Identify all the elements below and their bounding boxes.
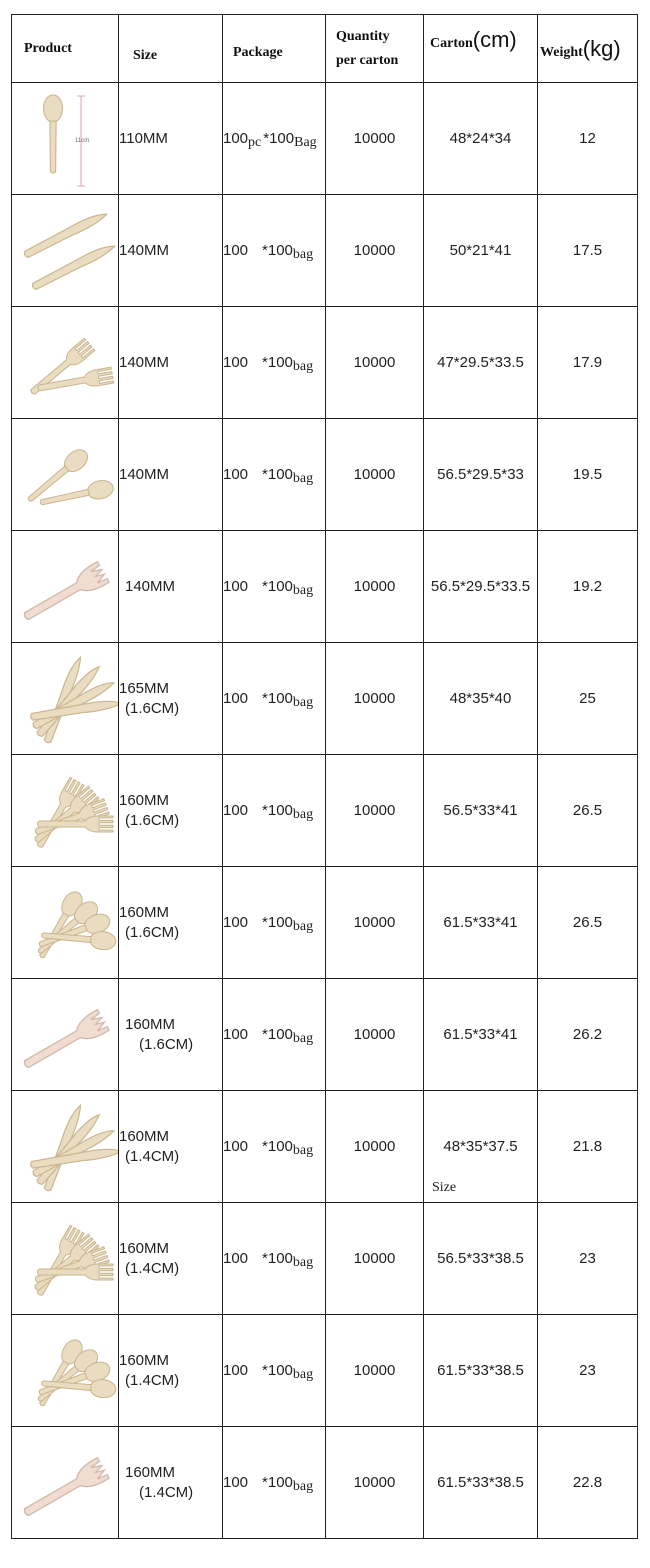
product-image-cell — [12, 1427, 119, 1539]
package-cell — [223, 755, 326, 867]
weight-cell: 17.9 — [538, 307, 638, 419]
carton-dimensions: 56.5*29.5*33.5 — [430, 578, 531, 595]
quantity-cell: 10000 — [326, 867, 424, 979]
header-carton — [424, 15, 538, 83]
weight-cell: 23 — [538, 1203, 638, 1315]
knife-fan-icon — [13, 644, 118, 754]
header-row — [12, 15, 638, 83]
size-line2: (1.6CM) — [139, 1035, 194, 1053]
size-line2: (1.6CM) — [125, 811, 180, 829]
weight-cell: 12 — [538, 83, 638, 195]
package-count: 100 — [223, 129, 249, 147]
package-count: 100 — [223, 913, 249, 931]
quantity-cell: 10000 — [326, 531, 424, 643]
table-row — [12, 1315, 638, 1427]
quantity-cell: 10000 — [326, 1091, 424, 1203]
carton-dimensions: 61.5*33*38.5 — [437, 1362, 524, 1379]
table-row — [12, 531, 638, 643]
package-multiplier: *100 — [263, 129, 295, 147]
package-count: 100 — [223, 1473, 249, 1491]
package-cell — [223, 307, 326, 419]
size-line1: 140MM — [119, 465, 170, 483]
quantity-cell: 10000 — [326, 643, 424, 755]
carton-cell — [424, 419, 538, 531]
package-cell — [223, 867, 326, 979]
package-count: 100 — [223, 465, 249, 483]
size-cell — [119, 419, 223, 531]
knife-pair-icon — [13, 196, 118, 306]
knife-fan-icon — [13, 1092, 118, 1202]
package-multiplier: *100 — [262, 1025, 293, 1043]
carton-cell — [424, 643, 538, 755]
package-cell — [223, 83, 326, 195]
package-suffix: bag — [292, 1478, 314, 1494]
quantity-cell: 10000 — [326, 195, 424, 307]
package-suffix: bag — [292, 582, 314, 598]
product-image-cell — [12, 1203, 119, 1315]
package-suffix: Bag — [294, 134, 317, 150]
carton-dimensions: 50*21*41 — [449, 242, 512, 259]
weight-cell: 25 — [538, 643, 638, 755]
size-cell — [119, 83, 223, 195]
package-cell — [223, 531, 326, 643]
carton-dimensions: 56.5*33*41 — [443, 802, 518, 819]
carton-dimensions: 48*24*34 — [449, 130, 512, 147]
spoon-single-icon — [13, 84, 118, 194]
size-cell — [119, 1091, 223, 1203]
fork-pair-icon — [13, 308, 118, 418]
table-row — [12, 979, 638, 1091]
fork-fan-icon — [13, 1204, 118, 1314]
table-row — [12, 83, 638, 195]
weight-cell: 19.2 — [538, 531, 638, 643]
quantity-cell: 10000 — [326, 83, 424, 195]
table-row — [12, 1091, 638, 1203]
size-line1: 140MM — [119, 353, 170, 371]
package-suffix: bag — [292, 246, 314, 262]
table-row — [12, 307, 638, 419]
header-weight-unit: (kg) — [582, 35, 621, 61]
carton-cell — [424, 755, 538, 867]
table-row — [12, 1427, 638, 1539]
package-count: 100 — [223, 689, 249, 707]
package-count: 100 — [223, 241, 249, 259]
quantity-cell: 10000 — [326, 1427, 424, 1539]
carton-dimensions: 48*35*40 — [449, 690, 512, 707]
header-quantity-line2: per carton — [336, 53, 399, 68]
header-carton-label: Carton — [430, 36, 473, 51]
product-image-cell — [12, 531, 119, 643]
svg-text:11cm: 11cm — [74, 137, 89, 144]
package-count: 100 — [223, 801, 249, 819]
size-cell — [119, 1427, 223, 1539]
package-count: 100 — [223, 1137, 249, 1155]
size-line1: 160MM — [125, 1015, 176, 1033]
size-cell — [119, 755, 223, 867]
package-cell — [223, 1427, 326, 1539]
package-multiplier: *100 — [262, 353, 293, 371]
carton-dimensions: 48*35*37.5 — [443, 1138, 518, 1155]
package-multiplier: *100 — [262, 1361, 293, 1379]
stray-label: Size — [432, 1180, 457, 1195]
size-cell — [119, 979, 223, 1091]
size-line1: 165MM — [119, 679, 170, 697]
package-suffix: bag — [292, 358, 314, 374]
header-weight — [538, 15, 638, 83]
package-count: 100 — [223, 1025, 249, 1043]
carton-cell — [424, 307, 538, 419]
size-cell — [119, 307, 223, 419]
spork-single-icon — [13, 532, 118, 642]
package-suffix: bag — [292, 1254, 314, 1270]
product-image-cell — [12, 1091, 119, 1203]
size-line1: 160MM — [119, 1127, 170, 1145]
package-suffix: bag — [292, 806, 314, 822]
package-cell — [223, 1091, 326, 1203]
table-row — [12, 755, 638, 867]
size-line1: 140MM — [119, 241, 170, 259]
header-quantity-line1: Quantity — [336, 29, 390, 44]
weight-cell: 21.8 — [538, 1091, 638, 1203]
weight-cell: 19.5 — [538, 419, 638, 531]
package-cell — [223, 1203, 326, 1315]
package-count: 100 — [223, 353, 249, 371]
product-image-cell — [12, 1315, 119, 1427]
carton-cell — [424, 867, 538, 979]
carton-cell — [424, 531, 538, 643]
size-cell — [119, 867, 223, 979]
package-count: 100 — [223, 1361, 249, 1379]
carton-cell — [424, 979, 538, 1091]
size-line2: (1.4CM) — [139, 1483, 194, 1501]
quantity-cell: 10000 — [326, 755, 424, 867]
size-cell — [119, 1203, 223, 1315]
product-image-cell — [12, 755, 119, 867]
table-row — [12, 195, 638, 307]
package-multiplier: *100 — [262, 241, 293, 259]
package-unit: pc — [248, 134, 262, 150]
header-size: Size — [119, 15, 223, 83]
size-line1: 140MM — [125, 577, 176, 595]
size-line1: 160MM — [119, 903, 170, 921]
product-image-cell — [12, 979, 119, 1091]
carton-cell — [424, 195, 538, 307]
product-image-cell — [12, 643, 119, 755]
spoon-fan-icon — [13, 1316, 118, 1426]
size-line2: (1.4CM) — [125, 1371, 180, 1389]
weight-cell: 26.5 — [538, 755, 638, 867]
package-suffix: bag — [292, 1030, 314, 1046]
weight-cell: 26.5 — [538, 867, 638, 979]
table-row — [12, 419, 638, 531]
package-multiplier: *100 — [262, 1473, 293, 1491]
quantity-cell: 10000 — [326, 1315, 424, 1427]
package-cell — [223, 643, 326, 755]
carton-dimensions: 56.5*29.5*33 — [437, 466, 524, 483]
spork-single-icon — [13, 1428, 118, 1538]
product-spec-table — [11, 14, 638, 1539]
product-image-cell — [12, 867, 119, 979]
package-cell — [223, 979, 326, 1091]
package-suffix: bag — [292, 1142, 314, 1158]
size-line1: 110MM — [119, 129, 168, 147]
table-row — [12, 867, 638, 979]
header-weight-label: Weight — [540, 44, 583, 60]
package-suffix: bag — [292, 918, 314, 934]
weight-cell: 26.2 — [538, 979, 638, 1091]
package-multiplier: *100 — [262, 1137, 293, 1155]
header-product: Product — [12, 15, 119, 83]
carton-dimensions: 61.5*33*41 — [443, 1026, 518, 1043]
product-image-cell — [12, 195, 119, 307]
spork-single-icon — [13, 980, 118, 1090]
package-multiplier: *100 — [262, 1249, 293, 1267]
size-cell — [119, 1315, 223, 1427]
carton-cell — [424, 1203, 538, 1315]
carton-dimensions: 56.5*33*38.5 — [437, 1250, 524, 1267]
size-cell — [119, 195, 223, 307]
carton-dimensions: 61.5*33*38.5 — [437, 1474, 524, 1491]
carton-cell — [424, 1315, 538, 1427]
spoon-fan-icon — [13, 868, 118, 978]
table-body — [12, 83, 638, 1539]
package-multiplier: *100 — [262, 465, 293, 483]
header-carton-unit: (cm) — [472, 27, 517, 52]
header-package: Package — [223, 15, 326, 83]
package-count: 100 — [223, 577, 249, 595]
size-line1: 160MM — [119, 1351, 170, 1369]
spec-sheet — [11, 14, 637, 1546]
size-line1: 160MM — [119, 791, 170, 809]
package-multiplier: *100 — [262, 913, 293, 931]
carton-dimensions: 47*29.5*33.5 — [437, 354, 524, 371]
size-line2: (1.6CM) — [125, 699, 180, 717]
carton-cell — [424, 1427, 538, 1539]
size-line2: (1.4CM) — [125, 1147, 180, 1165]
package-cell — [223, 1315, 326, 1427]
size-line2: (1.4CM) — [125, 1259, 180, 1277]
package-cell — [223, 195, 326, 307]
weight-cell: 23 — [538, 1315, 638, 1427]
package-count: 100 — [223, 1249, 249, 1267]
product-image-cell — [12, 307, 119, 419]
product-image-cell — [12, 83, 119, 195]
package-multiplier: *100 — [262, 577, 293, 595]
table-row — [12, 643, 638, 755]
package-suffix: bag — [292, 694, 314, 710]
quantity-cell: 10000 — [326, 419, 424, 531]
package-multiplier: *100 — [262, 801, 293, 819]
package-suffix: bag — [292, 470, 314, 486]
carton-cell — [424, 1091, 538, 1203]
table-row — [12, 1203, 638, 1315]
package-cell — [223, 419, 326, 531]
size-cell — [119, 643, 223, 755]
quantity-cell: 10000 — [326, 1203, 424, 1315]
quantity-cell: 10000 — [326, 979, 424, 1091]
size-cell — [119, 531, 223, 643]
weight-cell: 22.8 — [538, 1427, 638, 1539]
carton-dimensions: 61.5*33*41 — [443, 914, 518, 931]
package-suffix: bag — [292, 1366, 314, 1382]
fork-fan-icon — [13, 756, 118, 866]
header-quantity — [326, 15, 424, 83]
quantity-cell: 10000 — [326, 307, 424, 419]
package-multiplier: *100 — [262, 689, 293, 707]
weight-cell: 17.5 — [538, 195, 638, 307]
size-line1: 160MM — [125, 1463, 176, 1481]
product-image-cell — [12, 419, 119, 531]
size-line1: 160MM — [119, 1239, 170, 1257]
size-line2: (1.6CM) — [125, 923, 180, 941]
carton-cell — [424, 83, 538, 195]
spoon-pair-icon — [13, 420, 118, 530]
